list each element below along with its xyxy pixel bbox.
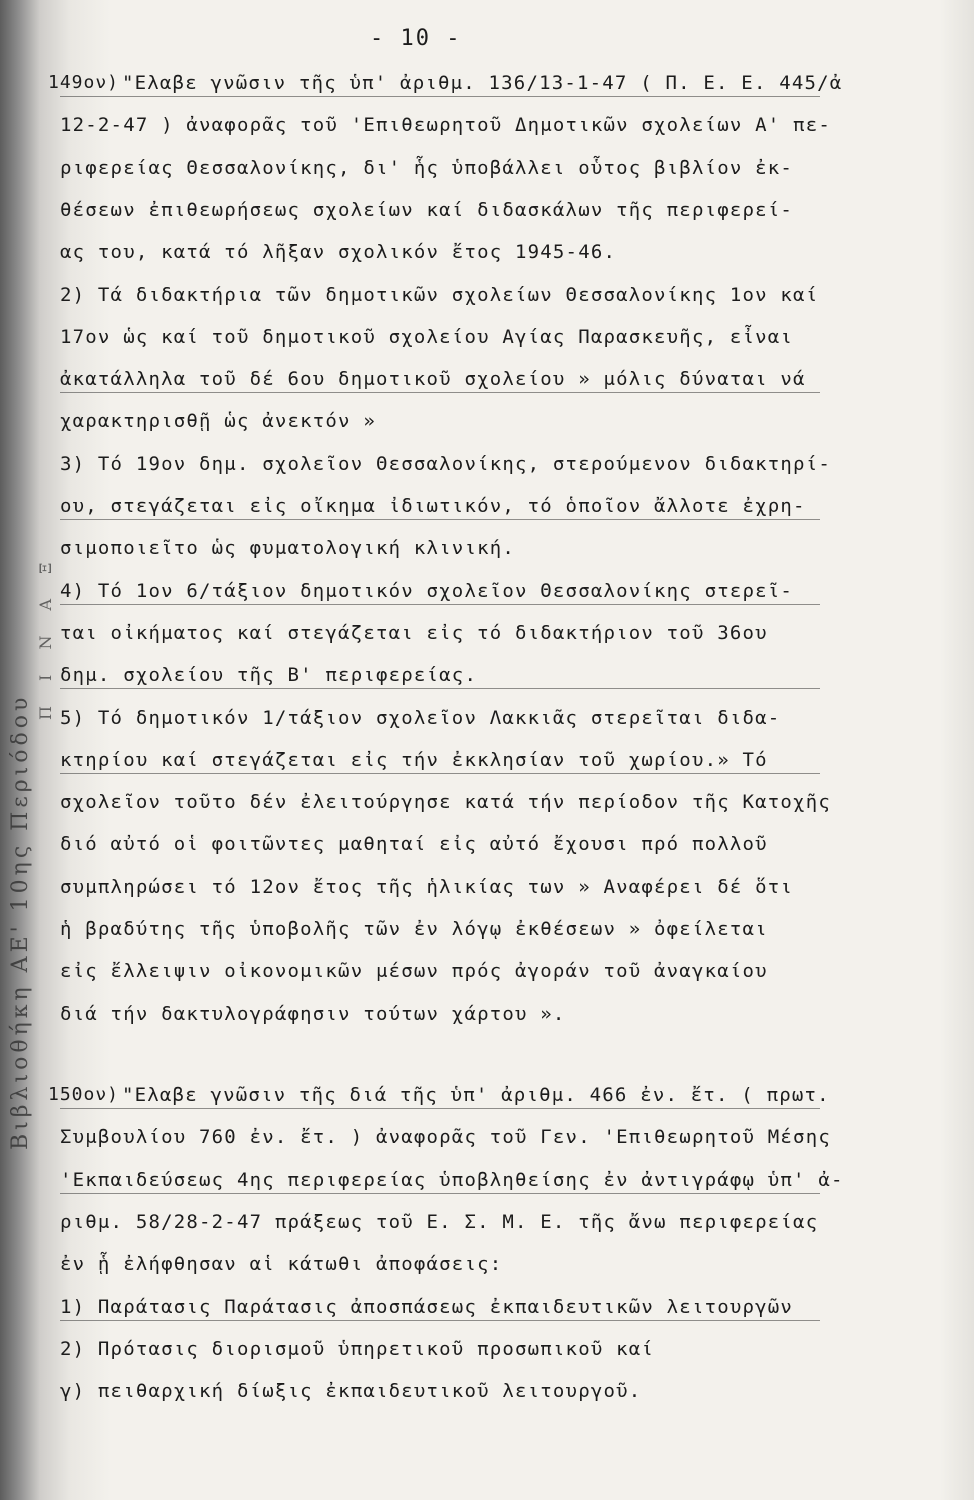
text-line: 2) Τά διδακτήρια τῶν δημοτικῶν σχολείων Θεσσαλονίκης 1ον καί xyxy=(60,283,819,306)
text-line: σιμοποιεῖτο ὡς φυματολογική κλινική. xyxy=(60,537,516,560)
ruled-line xyxy=(60,519,820,520)
text-line: κτηρίου καί στεγάζεται εἰς τήν ἐκκλησίαν τοῦ χωρίου.» Τό xyxy=(60,748,768,771)
ruled-line xyxy=(60,688,820,689)
text-line: 4) Τό 1ον 6/τάξιον δημοτικόν σχολεῖον Θεσσαλονίκης στερεῖ- xyxy=(60,579,794,602)
text-line: ριφερείας Θεσσαλονίκης, δι' ἧς ὑποβάλλει οὗτος βιβλίον ἐκ- xyxy=(60,156,794,179)
ruled-line xyxy=(60,1108,820,1109)
text-line: 5) Τό δημοτικόν 1/τάξιον σχολεῖον Λακκιᾶς στερεῖται διδα- xyxy=(60,706,781,729)
text-line: εἰς ἔλλειψιν οἰκονομικῶν μέσων πρός ἀγοράν τοῦ ἀναγκαίου xyxy=(60,960,768,983)
text-line: 1) Παράτασις Παράτασις ἀποσπάσεως ἐκπαιδευτικῶν λειτουργῶν xyxy=(60,1295,794,1318)
text-line: "Ελαβε γνῶσιν τῆς διά τῆς ὑπ' ἀριθμ. 466 ἐν. ἔτ. ( πρωτ. xyxy=(122,1084,830,1106)
ruled-line xyxy=(60,1320,820,1321)
ruled-line xyxy=(60,773,820,774)
binding-edge xyxy=(0,0,58,1500)
ruled-line xyxy=(60,392,820,393)
text-line: χαρακτηρισθῇ ὡς ἀνεκτόν » xyxy=(60,410,376,433)
entry-number: 149ον) xyxy=(48,72,120,93)
text-line: συμπληρώσει τό 12ον ἔτος τῆς ἡλικίας των » Αναφέρει δέ ὅτι xyxy=(60,875,794,898)
text-line: ριθμ. 58/28-2-47 πράξεως τοῦ Ε. Σ. Μ. Ε. τῆς ἄνω περιφερείας xyxy=(60,1210,819,1233)
side-stamp-index: Π Ι Ν Α Ξ xyxy=(36,552,55,720)
text-line: 2) Πρότασις διορισμοῦ ὑπηρετικοῦ προσωπικοῦ καί xyxy=(60,1337,655,1360)
text-line: Συμβουλίου 760 ἐν. ἔτ. ) ἀναφορᾶς τοῦ Γεν. 'Επιθεωρητοῦ Μέσης xyxy=(60,1126,831,1149)
ruled-line xyxy=(60,96,820,97)
text-line: ου, στεγάζεται εἰς οἴκημα ἰδιωτικόν, τό ὁποῖον ἄλλοτε ἐχρη- xyxy=(60,495,806,517)
text-line: διό αὐτό οἱ φοιτῶντες μαθηταί εἰς αὐτό ἔχουσι πρό πολλοῦ xyxy=(60,833,768,856)
text-line: 3) Τό 19ον δημ. σχολεῖον Θεσσαλονίκης, στερούμενον διδακτηρί- xyxy=(60,452,831,475)
side-stamp: Βιβλιοθήκη ΑΕ' 10ης Περιόδου xyxy=(8,693,33,1150)
text-line: 'Εκπαιδεύσεως 4ης περιφερείας ὑποβληθείσης ἐν ἀντιγράφῳ ὑπ' ἀ- xyxy=(60,1168,844,1191)
text-line: 17ον ὡς καί τοῦ δημοτικοῦ σχολείου Αγίας Παρασκευῆς, εἶναι xyxy=(60,325,794,348)
text-line: ἐν ᾗ ἐλήφθησαν αἱ κάτωθι ἀποφάσεις: xyxy=(60,1253,503,1276)
text-line: διά τήν δακτυλογράφησιν τούτων χάρτου ». xyxy=(60,1002,566,1025)
text-line: ἀκατάλληλα τοῦ δέ 6ου δημοτικοῦ σχολείου » μόλις δύναται νά xyxy=(60,368,806,391)
text-line: δημ. σχολείου τῆς Β' περιφερείας. xyxy=(60,664,478,687)
text-line: ἡ βραδύτης τῆς ὑποβολῆς τῶν ἐν λόγῳ ἐκθέσεων » ὀφείλεται xyxy=(60,918,768,940)
text-line: 12-2-47 ) ἀναφορᾶς τοῦ 'Επιθεωρητοῦ Δημοτικῶν σχολείων Α' πε- xyxy=(60,114,831,137)
text-line: ας του, κατά τό λῆξαν σχολικόν ἔτος 1945-46. xyxy=(60,241,617,264)
entry-number: 150ον) xyxy=(48,1084,120,1105)
text-line: γ) πειθαρχική δίωξις ἐκπαιδευτικοῦ λειτουργοῦ. xyxy=(60,1380,642,1403)
text-line: σχολεῖον τοῦτο δέν ἐλειτούργησε κατά τήν περίοδον τῆς Κατοχῆς xyxy=(60,791,831,814)
text-line: "Ελαβε γνῶσιν τῆς ὑπ' ἀριθμ. 136/13-1-47 ( Π. Ε. Ε. 445/ἀ xyxy=(122,72,843,94)
ruled-line xyxy=(60,604,820,605)
page-number: - 10 - xyxy=(370,26,462,51)
text-line: θέσεων ἐπιθεωρήσεως σχολείων καί διδασκάλων τῆς περιφερεί- xyxy=(60,198,794,221)
text-line: ται οἰκήματος καί στεγάζεται εἰς τό διδακτήριον τοῦ 36ου xyxy=(60,621,768,644)
ruled-line xyxy=(60,1193,820,1194)
